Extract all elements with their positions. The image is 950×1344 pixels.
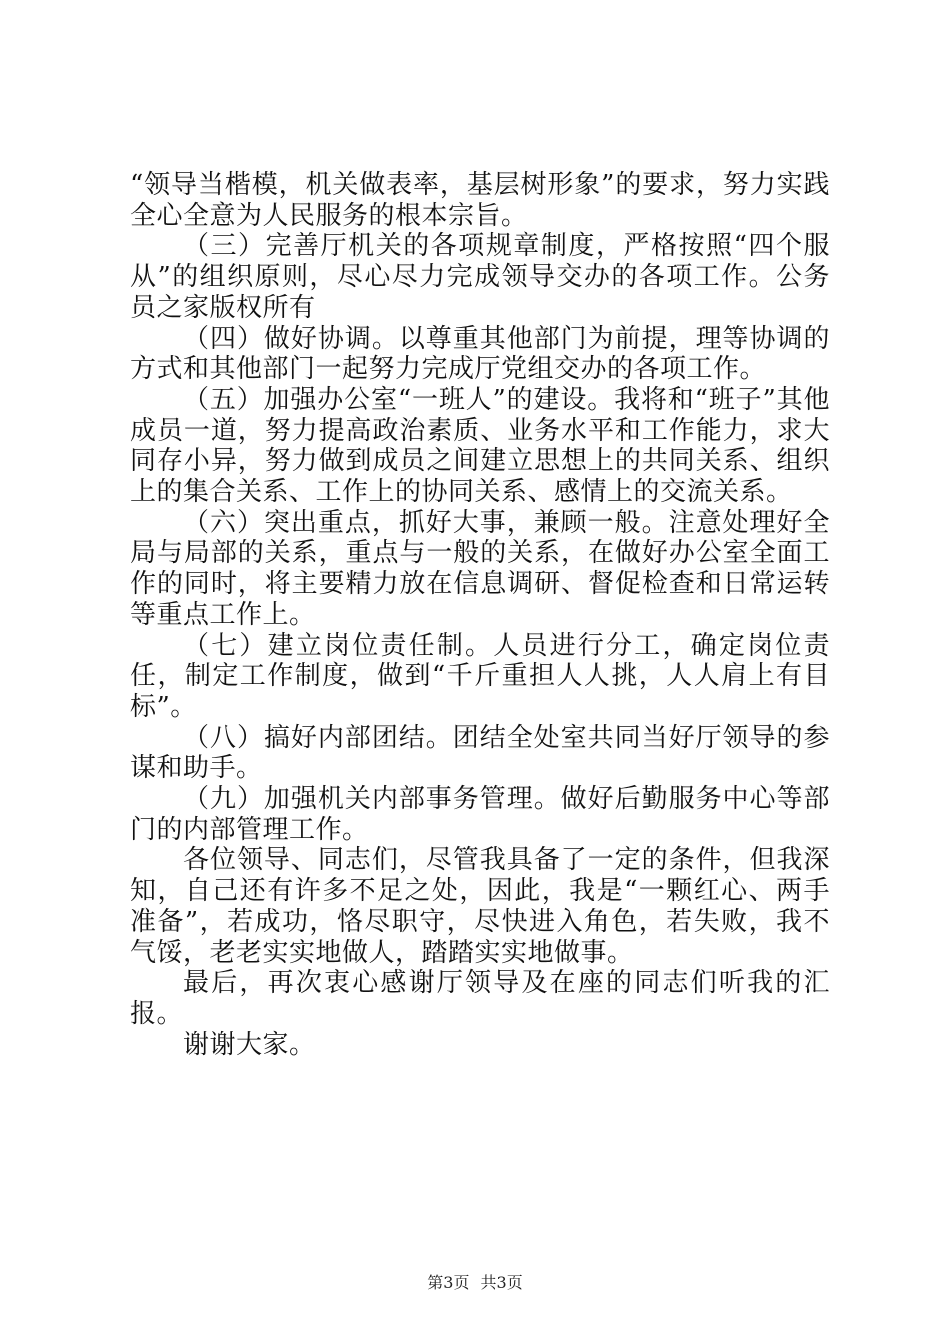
paragraph-item-7: （七）建立岗位责任制。人员进行分工，确定岗位责任，制定工作制度，做到“千斤重担人人挑，人人肩上有目标”。: [130, 630, 830, 722]
page-footer: [0, 1270, 950, 1293]
paragraph-continuation: “领导当楷模，机关做表率，基层树形象”的要求，努力实践全心全意为人民服务的根本宗旨。: [130, 170, 830, 231]
paragraph-item-5: （五）加强办公室“一班人”的建设。我将和“班子”其他成员一道，努力提高政治素质、业务水平和工作能力，求大同存小异，努力做到成员之间建立思想上的共同关系、组织上的集合关系、工作上的协同关系、感情上的交流关系。: [130, 384, 830, 508]
document-body: [130, 170, 830, 1060]
paragraph-closing: 各位领导、同志们，尽管我具备了一定的条件，但我深知，自己还有许多不足之处，因此，我是“一颗红心、两手准备”，若成功，恪尽职守，尽快进入角色，若失败，我不气馁，老老实实地做人，踏踏实实地做事。: [130, 845, 830, 968]
page-number-total: 共3页: [480, 1273, 523, 1292]
paragraph-thanks-leaders: 最后，再次衷心感谢厅领导及在座的同志们听我的汇报。: [130, 968, 830, 1029]
paragraph-item-4: （四）做好协调。以尊重其他部门为前提，理等协调的方式和其他部门一起努力完成厅党组交办的各项工作。: [130, 323, 830, 385]
paragraph-item-8: （八）搞好内部团结。团结全处室共同当好厅领导的参谋和助手。: [130, 722, 830, 784]
paragraph-item-3: （三）完善厅机关的各项规章制度，严格按照“四个服从”的组织原则，尽心尽力完成领导交办的各项工作。公务员之家版权所有: [130, 231, 830, 323]
paragraph-item-6: （六）突出重点，抓好大事，兼顾一般。注意处理好全局与局部的关系，重点与一般的关系，在做好办公室全面工作的同时，将主要精力放在信息调研、督促检查和日常运转等重点工作上。: [130, 507, 830, 630]
paragraph-thanks-all: 谢谢大家。: [183, 1029, 316, 1060]
paragraph-item-9: （九）加强机关内部事务管理。做好后勤服务中心等部门的内部管理工作。: [130, 784, 830, 845]
page-number-current: 第3页: [427, 1273, 470, 1292]
